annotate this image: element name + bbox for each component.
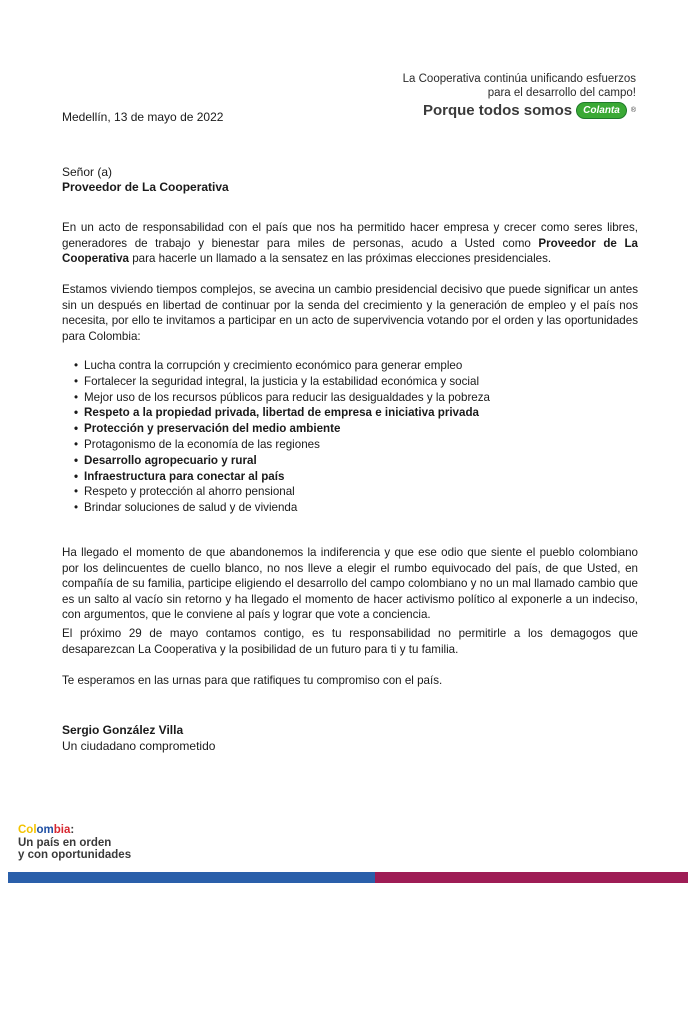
- list-item: • Respeto a la propiedad privada, libertad de empresa e iniciativa privada: [74, 405, 634, 421]
- paragraph-4: El próximo 29 de mayo contamos contigo, es tu responsabilidad no permitirle a los demagogos que desaparezcan La Cooperativa y la posibilidad de un futuro para ti y tu familia.: [62, 627, 638, 656]
- slogan-line-1: Un país en orden: [18, 836, 112, 849]
- paragraph-3: Ha llegado el momento de que abandonemos la indiferencia y que ese odio que siente el pueblo colombiano por los delincuentes de cuello blanco, no nos lleve a elegir el rumbo equivocado del país, de que Usted, en compañía de su familia, participe eligiendo el desarrollo del campo colombiano y no un mal llamado cambio que es un salto al vacío sin retorno y ha llegado el momento de hacer activismo político al exponerle a un indeciso, con argumentos, que le conviene al país y lograr que vote a conciencia.: [62, 546, 638, 621]
- header-tagline: [403, 72, 636, 119]
- country-part-blue: om: [36, 824, 54, 836]
- footer-slogan: [18, 824, 131, 862]
- list-item: • Mejor uso de los recursos públicos para reducir las desigualdades y la pobreza: [74, 390, 634, 406]
- country-part-yellow: Col: [18, 824, 37, 836]
- letter-date: Medellín, 13 de mayo de 2022: [62, 110, 224, 124]
- paragraph-5: Te esperamos en las urnas para que ratifiques tu compromiso con el país.: [62, 674, 443, 687]
- list-item: • Lucha contra la corrupción y crecimiento económico para generar empleo: [74, 358, 634, 374]
- salutation: [62, 165, 229, 195]
- paragraph-1-start: En un acto de responsabilidad con el país que nos ha permitido hacer empresa y crecer como seres libres, generadores de trabajo y bienestar para miles de personas, acudo a Usted como: [62, 221, 638, 250]
- brand-slogan-text: Porque todos somos: [422, 102, 573, 119]
- signer-name: Sergio González Villa: [62, 723, 184, 737]
- list-item: • Fortalecer la seguridad integral, la justicia y la estabilidad económica y social: [74, 374, 634, 390]
- list-item: • Desarrollo agropecuario y rural: [74, 453, 634, 469]
- list-item: • Brindar soluciones de salud y de vivienda: [74, 500, 634, 516]
- list-item: • Infraestructura para conectar al país: [74, 469, 634, 485]
- header-line-2: para el desarrollo del campo!: [487, 87, 636, 99]
- footer-bar-magenta: [375, 872, 688, 883]
- greeting: Señor (a): [62, 165, 113, 179]
- paragraph-2: Estamos viviendo tiempos complejos, se avecina un cambio presidencial decisivo que puede significar un antes sin un después en libertad de continuar por la senda del crecimiento y la generación de empleo y el país nos necesita, por ello te invitamos a participar en un acto de supervivencia votando por el orden y las oportunidades para Colombia:: [62, 283, 638, 343]
- country-part-red: bia: [53, 824, 71, 836]
- paragraph-1-bold: Proveedor de La Cooperativa: [62, 236, 638, 265]
- colanta-logo: Colanta: [576, 102, 627, 119]
- paragraph-1: [62, 220, 638, 267]
- priorities-list: [74, 358, 634, 516]
- slogan-line-2: y con oportunidades: [18, 849, 132, 861]
- recipient: Proveedor de La Cooperativa: [62, 180, 229, 194]
- header-line-1: La Cooperativa continúa unificando esfuerzos: [402, 73, 636, 85]
- brand-slogan: [403, 102, 636, 119]
- signature-block: [62, 723, 215, 754]
- country-colon: :: [70, 824, 75, 836]
- country-wordmark: [18, 824, 131, 837]
- registered-mark: ®: [630, 107, 636, 114]
- list-item: • Protagonismo de la economía de las regiones: [74, 437, 634, 453]
- paragraph-1-end: para hacerle un llamado a la sensatez en las próximas elecciones presidenciales.: [129, 252, 552, 265]
- signer-title: Un ciudadano comprometido: [62, 738, 216, 753]
- list-item: • Protección y preservación del medio ambiente: [74, 421, 634, 437]
- footer-bar-blue: [8, 872, 375, 883]
- list-item: • Respeto y protección al ahorro pensional: [74, 484, 634, 500]
